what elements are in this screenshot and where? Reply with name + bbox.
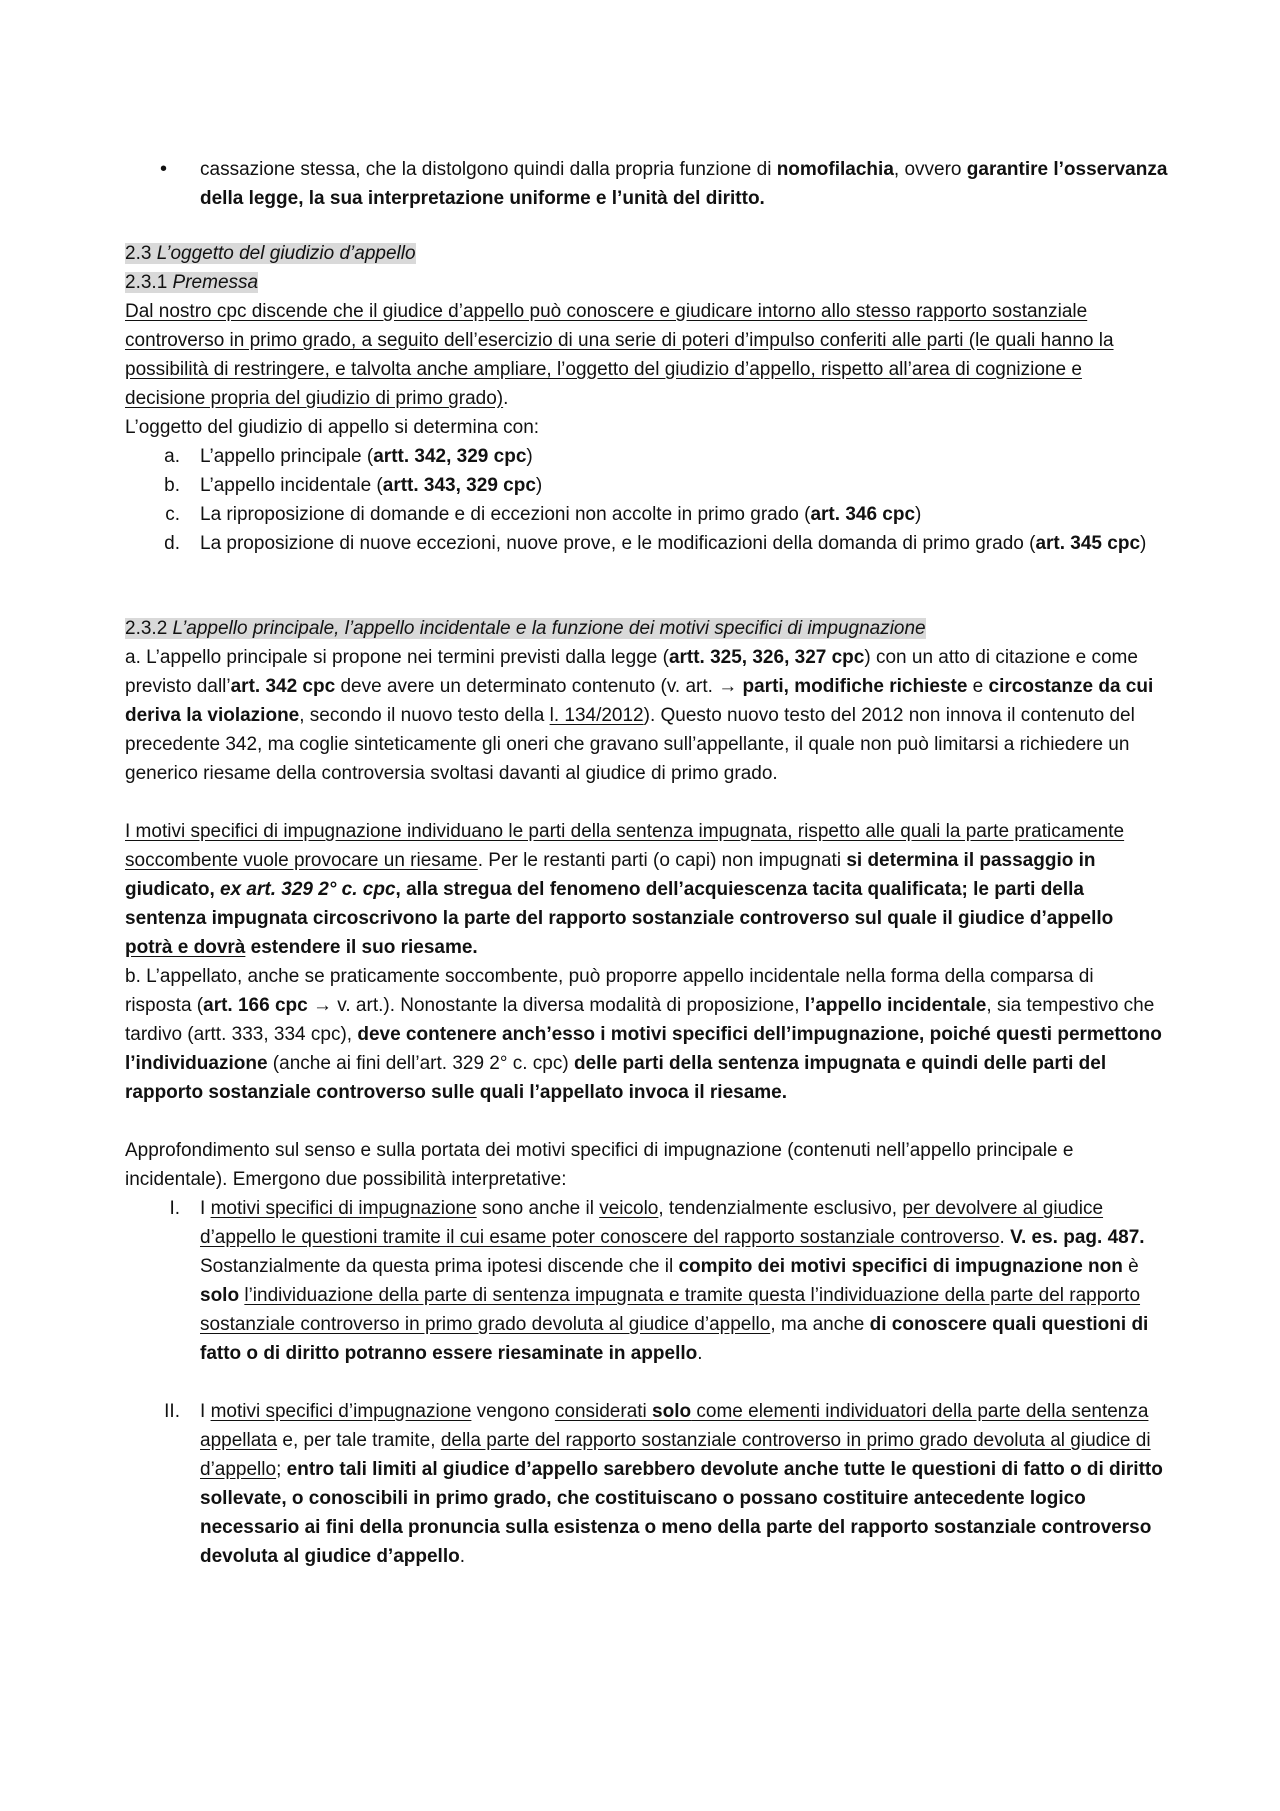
text: L’appello principale ( xyxy=(200,446,374,467)
bold-text: si determina il passaggio in giudicato, xyxy=(125,850,1096,900)
text: , secondo il nuovo testo della xyxy=(299,705,550,726)
oggetto-intro xyxy=(125,413,1165,442)
list-marker: I. xyxy=(169,1198,180,1219)
list-item xyxy=(200,529,1168,558)
bold-text: art. 166 cpc xyxy=(203,995,308,1016)
text: , ma anche xyxy=(770,1314,870,1335)
bold-text: delle parti della sentenza impugnata e quindi delle parti del rapporto sostanziale controverso sulle quali l’appellato invoca il riesame. xyxy=(125,1053,1107,1103)
list-item-I xyxy=(200,1194,1168,1368)
bold-text: deve contenere anch’esso i motivi specifici dell’impugnazione, poiché questi permettono l’individuazione xyxy=(125,1024,1162,1074)
list-marker: a. xyxy=(164,446,180,467)
underlined-text: Dal nostro cpc discende che il giudice d’appello può conoscere e giudicare intorno allo stesso rapporto sostanziale controverso in primo grado, a seguito dell’esercizio di una serie di poteri d’impulso conferiti alle parti (le quali hanno la possibilità di restringere, e talvolta anche ampliare, l’oggetto del giudizio d’appello, rispetto all’area di cognizione e decisione propria del giudizio di primo grado) xyxy=(125,301,1114,409)
text: → v. art.). Nonostante la diversa modalità di proposizione, xyxy=(307,995,805,1016)
text: . xyxy=(459,1546,465,1567)
text: cassazione stessa, che la distolgono quindi dalla propria funzione di xyxy=(200,159,777,180)
bold-text: l’appello incidentale xyxy=(804,995,987,1016)
underlined-text: motivi specifici d’impugnazione xyxy=(210,1401,472,1422)
bold-text: parti, modifiche richieste xyxy=(742,676,968,697)
text: . xyxy=(697,1343,703,1364)
list-item xyxy=(200,442,1168,471)
bold-text: solo xyxy=(200,1285,240,1306)
list-item-II xyxy=(200,1397,1168,1571)
underlined-text: l. 134/2012 xyxy=(549,705,644,726)
list-marker: d. xyxy=(164,533,180,554)
bold-text: circostanze da cui deriva la violazione xyxy=(125,676,1154,726)
text: ) xyxy=(535,475,543,496)
text: Sostanzialmente da questa prima ipotesi discende che il xyxy=(200,1256,679,1277)
underlined-text: l’individuazione della parte di sentenza impugnata e tramite questa l’individuazione della parte del rapporto sostanziale controverso in primo grado devoluta al giudice d’appello xyxy=(200,1285,1141,1335)
underlined-text: motivi specifici di impugnazione xyxy=(210,1198,477,1219)
text: ) xyxy=(915,504,922,525)
heading-2-3-1 xyxy=(125,268,1165,297)
bold-text: art. 346 cpc xyxy=(810,504,916,525)
approfondimento-paragraph xyxy=(125,1136,1165,1194)
text: è xyxy=(1122,1256,1139,1277)
list-item xyxy=(200,500,1168,529)
heading-number: 2.3.2 xyxy=(125,618,173,639)
text: . Per le restanti parti (o capi) non impugnati xyxy=(477,850,847,871)
text: I xyxy=(200,1198,211,1219)
heading-title: L’oggetto del giudizio d’appello xyxy=(156,243,416,264)
text: L’appello incidentale ( xyxy=(200,475,383,496)
bold-text: nomofilachia xyxy=(776,159,894,180)
text: Approfondimento sul senso e sulla portata dei motivi specifici di impugnazione (contenuti nell’appello principale e incidentale). Emergono due possibilità interpretative: xyxy=(125,1140,1074,1190)
text: L’oggetto del giudizio di appello si determina con: xyxy=(125,417,540,438)
bullet-marker: • xyxy=(160,158,168,180)
bold-text: artt. 343, 329 cpc xyxy=(382,475,536,496)
bold-text: compito dei motivi specifici di impugnazione non xyxy=(678,1256,1123,1277)
bold-text: artt. 325, 326, 327 cpc xyxy=(668,647,865,668)
text: . xyxy=(503,388,509,409)
heading-number: 2.3.1 xyxy=(125,272,173,293)
list-marker: b. xyxy=(164,475,180,496)
text: La riproposizione di domande e di eccezioni non accolte in primo grado ( xyxy=(200,504,811,525)
paragraph-motivi xyxy=(125,817,1165,962)
text: , ovvero xyxy=(893,159,967,180)
heading-2-3-2 xyxy=(125,614,1165,643)
text: vengono xyxy=(471,1401,555,1422)
bold-underlined-text: solo xyxy=(652,1401,692,1422)
paragraph-b xyxy=(125,962,1165,1107)
text: La proposizione di nuove eccezioni, nuove prove, e le modificazioni della domanda di primo grado ( xyxy=(200,533,1036,554)
paragraph-a xyxy=(125,643,1165,788)
text: , tendenzialmente esclusivo, xyxy=(658,1198,903,1219)
text: ; xyxy=(276,1459,287,1480)
bold-text: V. es. pag. 487. xyxy=(1010,1227,1145,1248)
text: ) xyxy=(1140,533,1147,554)
text: , sia tempestivo che tardivo (artt. 333, 334 cpc), xyxy=(125,995,1155,1045)
bold-text: art. 345 cpc xyxy=(1035,533,1141,554)
bold-italic-text: ex art. 329 2° c. cpc xyxy=(220,879,396,900)
bold-text: , alla stregua del fenomeno dell’acquiescenza tacita qualificata; le parti della sentenza impugnata circoscrivono la parte del rapporto sostanziale controverso sul quale il giudice d’appello xyxy=(125,879,1114,929)
heading-2-3 xyxy=(125,239,1165,268)
text: ). Questo nuovo testo del 2012 non innova il contenuto del precedente 342, ma coglie sinteticamente gli oneri che gravano sull’appellante, il quale non può limitarsi a richiedere un generico riesame della controversia svoltasi davanti al giudice di primo grado. xyxy=(125,705,1135,784)
text: e, per tale tramite, xyxy=(277,1430,441,1451)
bold-text: art. 342 cpc xyxy=(230,676,336,697)
heading-title: L’appello principale, l’appello incidentale e la funzione dei motivi specifici di impugnazione xyxy=(172,618,926,639)
bold-underlined-text: potrà e dovrà xyxy=(125,937,246,958)
text: . xyxy=(999,1227,1011,1248)
text: I xyxy=(200,1401,211,1422)
text: sono anche il xyxy=(476,1198,600,1219)
text: e xyxy=(967,676,989,697)
bullet-paragraph xyxy=(200,155,1168,213)
bold-text: artt. 342, 329 cpc xyxy=(373,446,527,467)
text: a. L’appello principale si propone nei termini previsti dalla legge ( xyxy=(125,647,669,668)
text: ) xyxy=(526,446,533,467)
text: deve avere un determinato contenuto (v. art. → xyxy=(335,676,743,697)
premessa-paragraph xyxy=(125,297,1165,413)
bold-text: estendere il suo riesame. xyxy=(245,937,478,958)
bold-text: garantire l’osservanza della legge, la sua interpretazione uniforme e l’unità del diritto. xyxy=(200,159,1168,209)
list-item xyxy=(200,471,1168,500)
underlined-text: per devolvere al giudice d’appello le questioni tramite il cui esame poter conoscere del rapporto sostanziale controverso xyxy=(200,1198,1104,1248)
text: (anche ai fini dell’art. 329 2° c. cpc) xyxy=(267,1053,574,1074)
bold-text: entro tali limiti al giudice d’appello sarebbero devolute anche tutte le questioni di fatto o di diritto sollevate, o conoscibili in primo grado, che costituiscano o possano costituire antecedente logico necessario ai fini della pronuncia sulla esistenza o meno della parte del rapporto sostanziale controverso devoluta al giudice d’appello xyxy=(200,1459,1163,1567)
list-marker: c. xyxy=(165,504,180,525)
bold-text: di conoscere quali questioni di fatto o di diritto potranno essere riesaminate in appello xyxy=(200,1314,1149,1364)
list-marker: II. xyxy=(164,1401,180,1422)
underlined-text: veicolo xyxy=(599,1198,659,1219)
underlined-text: considerati xyxy=(554,1401,653,1422)
underlined-text: I motivi specifici di impugnazione individuano le parti della sentenza impugnata, rispetto alle quali la parte praticamente soccombente vuole provocare un riesame xyxy=(125,821,1125,871)
text: b. L’appellato, anche se praticamente soccombente, può proporre appello incidentale nella forma della comparsa di risposta ( xyxy=(125,966,1094,1016)
underlined-text: come elementi individuatori della parte della sentenza appellata xyxy=(200,1401,1149,1451)
heading-title: Premessa xyxy=(172,272,259,293)
text: ) con un atto di citazione e come previsto dall’ xyxy=(125,647,1138,697)
underlined-text: della parte del rapporto sostanziale controverso in primo grado devoluta al giudice di d’appello xyxy=(200,1430,1151,1480)
heading-number: 2.3 xyxy=(125,243,157,264)
